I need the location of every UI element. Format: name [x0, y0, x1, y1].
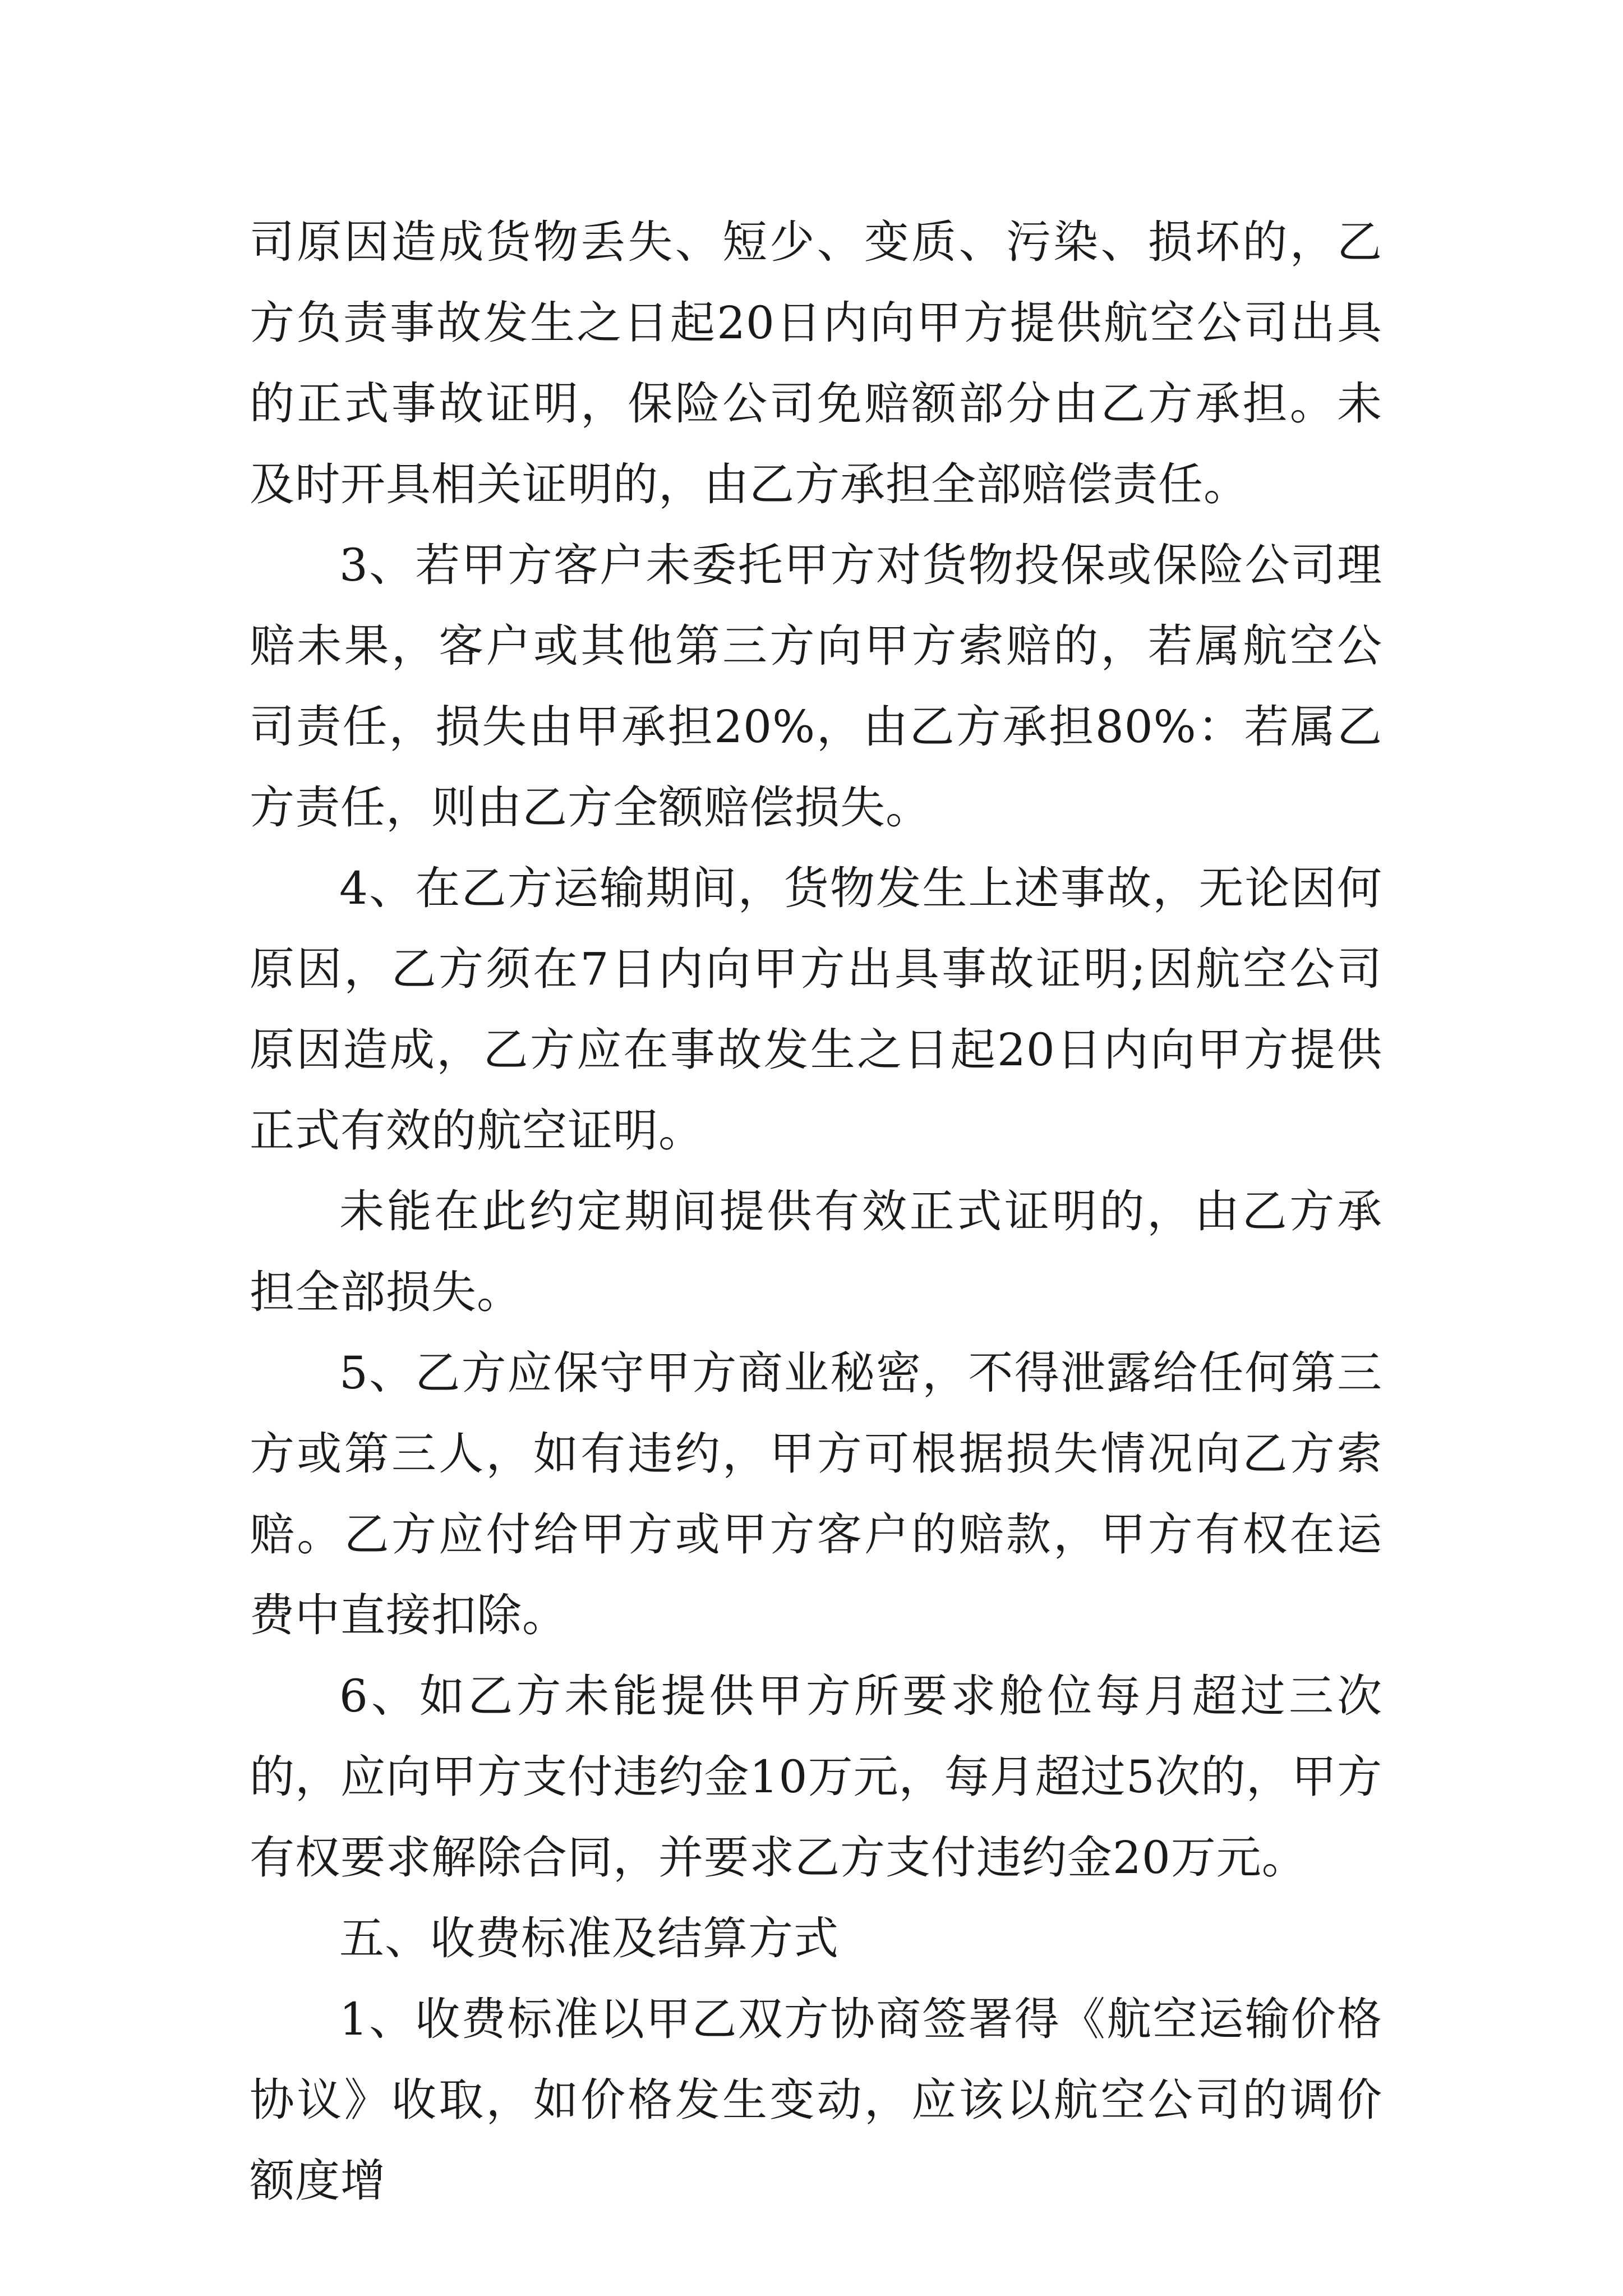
paragraph-clause-5: 5、乙方应保守甲方商业秘密，不得泄露给任何第三方或第三人，如有违约，甲方可根据损失情况向乙方索赔。乙方应付给甲方或甲方客户的赔款，甲方有权在运费中直接扣除。 — [250, 1347, 1382, 1641]
section-heading-fees: 五、收费标准及结算方式 — [339, 1912, 839, 1964]
paragraph-clause-6: 6、如乙方未能提供甲方所要求舱位每月超过三次的，应向甲方支付违约金10万元，每月超过5次的，甲方有权要求解除合同，并要求乙方支付违约金20万元。 — [250, 1670, 1382, 1884]
paragraph-continuation: 司原因造成货物丢失、短少、变质、污染、损坏的，乙方负责事故发生之日起20日内向甲方提供航空公司出具的正式事故证明，保险公司免赔额部分由乙方承担。未及时开具相关证明的，由乙方承担全部赔偿责任。 — [250, 216, 1382, 510]
paragraph-clause-3: 3、若甲方客户未委托甲方对货物投保或保险公司理赔未果，客户或其他第三方向甲方索赔的，若属航空公司责任，损失由甲承担20%，由乙方承担80%：若属乙方责任，则由乙方全额赔偿损失。 — [250, 539, 1382, 834]
paragraph-fees-clause-1: 1、收费标准以甲乙双方协商签署得《航空运输价格协议》收取，如价格发生变动，应该以航空公司的调价额度增 — [250, 1993, 1382, 2207]
document-body — [250, 202, 1382, 2221]
paragraph-clause-4: 4、在乙方运输期间，货物发生上述事故，无论因何原因，乙方须在7日内向甲方出具事故证明;因航空公司原因造成，乙方应在事故发生之日起20日内向甲方提供正式有效的航空证明。 — [250, 862, 1382, 1157]
paragraph-clause-4-note: 未能在此约定期间提供有效正式证明的，由乙方承担全部损失。 — [250, 1185, 1382, 1318]
